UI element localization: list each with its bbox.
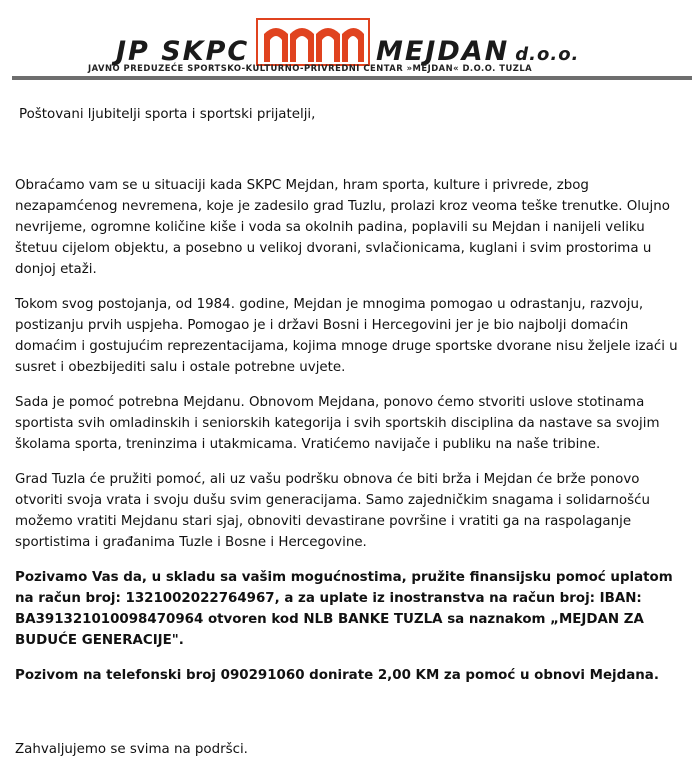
brand-suffix: d.o.o.	[515, 44, 580, 65]
letter-greeting: Poštovani ljubitelji sporta i sportski prijatelji,	[19, 107, 316, 122]
paragraph-support: Grad Tuzla će pružiti pomoć, ali uz vašu podršku obnova će biti brža i Mejdan će brže ponovo otvoriti svoja vrata i svoju dušu svim generacijama. Samo zajedničkim snagama i solidarnošću možemo vratiti Mejdanu stari sjaj, obnoviti devastirane površine i vratiti ga na raspolaganje sportistima i građanima Tuzle i Bosne i Hercegovine.	[15, 472, 650, 550]
letter-closing: Zahvaljujemo se svima na podršci.	[15, 742, 248, 757]
brand-name-mejdan: MEJDAN	[376, 36, 510, 67]
header-divider	[12, 76, 692, 80]
paragraph-history: Tokom svog postojanja, od 1984. godine, Mejdan je mnogima pomogao u odrastanju, razvoju, postizanju prvih uspjeha. Pomogao je i državi Bosni i Hercegovini jer je bio najbolji domaćin domaćim i gostujućim reprezentacijama, kojima mnoge druge sportske dvorane nisu željele izaći u susret i obezbijediti salu i ostale potrebne uvjete.	[15, 297, 678, 375]
paragraph-donation-phone: Pozivom na telefonski broj 090291060 donirate 2,00 KM za pomoć u obnovi Mejdana.	[15, 668, 659, 683]
letterhead	[0, 0, 700, 90]
paragraph-donation-account: Pozivamo Vas da, u skladu sa vašim mogućnostima, pružite finansijsku pomoć uplatom na račun broj: 1321002022764967, a za uplate iz inostranstva na račun broj: IBAN: BA391321010098470964 otvoren kod NLB BANKE TUZLA sa naznakom „MEJDAN ZA BUDUĆE GENERACIJE".	[15, 570, 673, 648]
letterhead-subtitle: JAVNO PREDUZEĆE SPORTSKO-KULTURNO-PRIVREDNI CENTAR »MEJDAN« D.O.O. TUZLA	[88, 63, 533, 73]
paragraph-situation: Obraćamo vam se u situaciji kada SKPC Mejdan, hram sporta, kulture i privrede, zbog nezapamćenog nevremena, koje je zadesilo grad Tuzlu, prolazi kroz veoma teške trenutke. Olujno nevrijeme, ogromne količine kiše i voda sa okolnih padina, poplavili su Mejdan i nanijeli veliku štetuu cijelom objektu, a posebno u velikoj dvorani, svlačionicama, kuglani i svim prostorima u donjoj etaži.	[15, 178, 670, 277]
brand-name-left: JP SKPC	[116, 36, 250, 67]
paragraph-need: Sada je pomoć potrebna Mejdanu. Obnovom Mejdana, ponovo ćemo stvoriti uslove stotinama sportista svih omladinskih i seniorskih kategorija i svih sportskih disciplina da nastave sa svojim školama sporta, treninzima i utakmicama. Vratićemo navijače i publiku na naše tribine.	[15, 395, 660, 452]
letter-body	[15, 104, 685, 760]
mejdan-logo-icon	[256, 18, 370, 66]
